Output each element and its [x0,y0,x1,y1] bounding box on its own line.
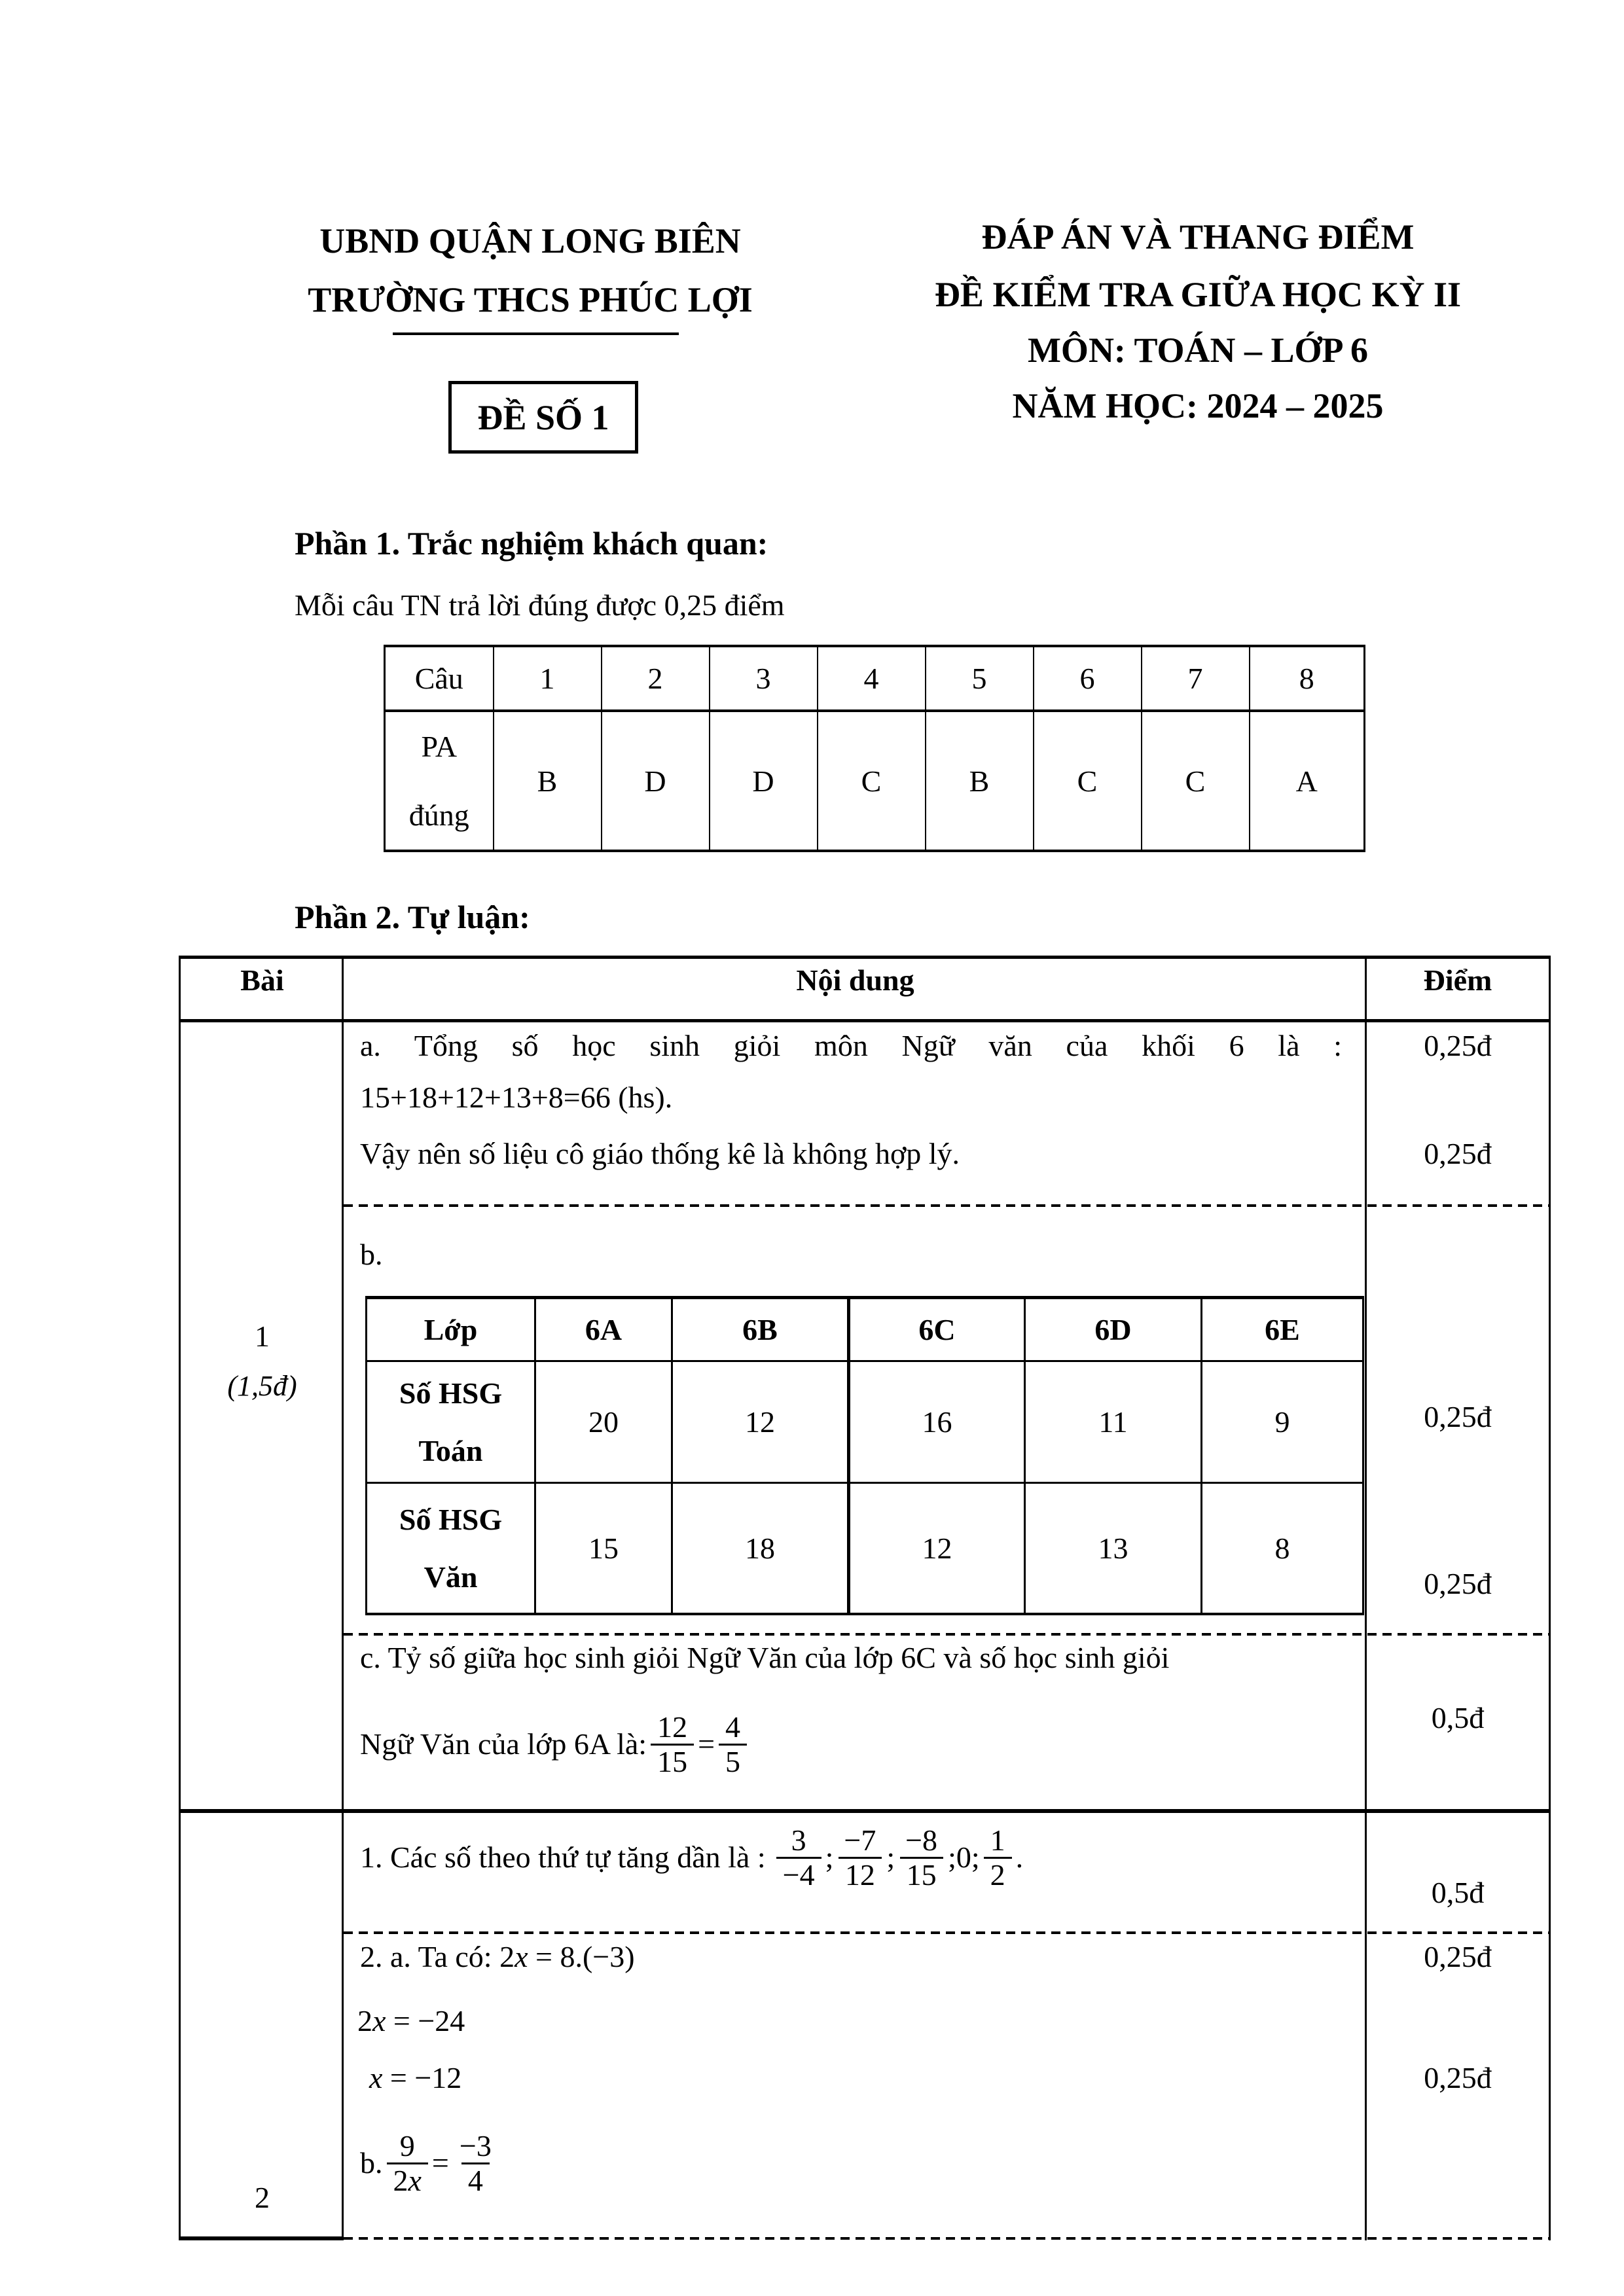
fraction-3-neg4 [776,1824,821,1891]
stats-header-lop: Lớp [367,1298,535,1361]
stats-row-toan-label [367,1361,535,1483]
stats-header-6e: 6E [1202,1298,1363,1361]
question-number: 4 [818,646,926,711]
fraction-numerator: 4 [725,1710,741,1744]
fraction-12-15 [651,1711,694,1778]
fraction-denominator: 4 [461,2162,490,2197]
stats-value: 11 [1025,1361,1202,1483]
equals-sign: = [431,2146,449,2179]
doc-title-line1: ĐÁP ÁN VÀ THANG ĐIỂM [981,217,1415,257]
bai2-q2a-line2-rest: = −24 [386,2004,465,2037]
answer-row [385,711,1365,851]
bai1c-line1: c. Tỷ số giữa học sinh giỏi Ngữ Văn của lớp 6C và số học sinh giỏi [360,1641,1170,1674]
doc-title-line2: ĐỀ KIỂM TRA GIỮA HỌC KỲ II [934,275,1462,314]
bai1-points: (1,5đ) [227,1370,297,1402]
fraction-1-2 [984,1824,1012,1891]
answer-value: A [1250,711,1365,851]
subrow-divider-ab [344,1204,1549,1207]
bai1a-line3: Vậy nên số liệu cô giáo thống kê là không hợp lý. [360,1137,960,1170]
bai2-q2a-line2-pre: 2 [357,2004,372,2037]
fraction-numerator: −7 [844,1823,876,1857]
fraction-neg7-12 [837,1824,882,1891]
header-row-divider [181,1019,1549,1022]
fraction-denominator: 12 [839,1857,882,1892]
stats-value: 18 [672,1483,849,1615]
answer-value: C [1142,711,1250,851]
answer-table [179,956,1551,2240]
question-number: 7 [1142,646,1250,711]
fraction-numerator: 3 [791,1823,806,1857]
stats-header-6b: 6B [672,1298,849,1361]
coefficient: 2 [393,2163,408,2197]
stats-value: 15 [535,1483,672,1615]
fraction-denominator: −4 [776,1857,821,1892]
bai1a-line1-text: a. Tổng số học sinh giỏi môn Ngữ văn của khối 6 là : [360,1029,1342,1062]
stats-row-toan [367,1361,1363,1483]
bai2-q2a-line3-rest: = −12 [382,2061,462,2094]
bai1a-line1 [360,1026,1342,1066]
stats-value: 20 [535,1361,672,1483]
score-bai1a-2: 0,25đ [1424,1137,1492,1170]
bai1b-label: b. [360,1238,383,1271]
stats-value: 9 [1202,1361,1363,1483]
doc-title-line4: NĂM HỌC: 2024 – 2025 [1012,386,1384,425]
bai2-q2a-line2 [357,2001,465,2041]
stats-header-6c: 6C [849,1298,1025,1361]
fraction-numerator: 9 [399,2128,415,2162]
stats-row-van-label-line2: Văn [424,1560,478,1594]
row-divider-bai1-bai2 [181,1809,1549,1813]
stats-header-row [367,1298,1363,1361]
stats-row-van [367,1483,1363,1615]
fraction-neg8-15 [899,1824,944,1891]
question-number: 1 [494,646,602,711]
fraction-9-2x [387,2130,428,2197]
part1-note: Mỗi câu TN trả lời đúng được 0,25 điểm [295,588,785,622]
fraction-denominator: 5 [719,1744,747,1778]
question-number: 5 [926,646,1034,711]
fraction-4-5 [719,1711,747,1778]
score-bai1a-1: 0,25đ [1424,1029,1492,1062]
stats-row-van-label [367,1483,535,1615]
score-bai1c: 0,5đ [1431,1701,1485,1734]
table-bottom-dashed-segment [344,2237,1549,2240]
subrow-divider-q1-q2 [344,1931,1549,1934]
separator: ; [886,1840,895,1874]
separator: ; [825,1840,834,1874]
org-name-line1: UBND QUẬN LONG BIÊN [319,221,741,260]
question-number: 2 [602,646,710,711]
exam-number-label: ĐỀ SỐ 1 [477,397,609,437]
stats-value: 8 [1202,1483,1363,1615]
stats-value: 12 [849,1483,1025,1615]
question-number: 3 [710,646,818,711]
table-bottom-solid-segment [181,2236,344,2240]
fraction-numerator: −8 [905,1823,938,1857]
bai1-number: 1 [255,1319,270,1353]
bai2-q2a-line1 [360,1937,635,1977]
multiple-choice-table [384,645,1365,852]
score-bai1b-2: 0,25đ [1424,1567,1492,1600]
stats-header-6a: 6A [535,1298,672,1361]
answer-value: D [602,711,710,851]
bai1a-line2: 15+18+12+13+8=66 (hs). [360,1081,673,1114]
fraction-numerator: 12 [657,1710,688,1744]
answer-value: B [926,711,1034,851]
column-divider-bai [342,959,344,2240]
exam-number-box [448,381,638,454]
answer-value: D [710,711,818,851]
fraction-numerator: −3 [459,2128,492,2162]
bai1c-line2-prefix: Ngữ Văn của lớp 6A là: [360,1727,647,1761]
math-x: x [372,2004,386,2037]
part2-heading: Phần 2. Tự luận: [295,899,530,935]
col-header-diem: Điểm [1423,963,1492,997]
stats-value: 12 [672,1361,849,1483]
sentence-end: . [1015,1840,1024,1874]
bai2-q2b-line [360,2121,502,2206]
doc-title-line3: MÔN: TOÁN – LỚP 6 [1027,331,1369,370]
stats-value: 13 [1025,1483,1202,1615]
score-bai2-q2a-2: 0,25đ [1424,2061,1492,2094]
col-header-noidung: Nội dung [796,963,914,997]
answer-value: C [1034,711,1142,851]
header-underline [393,332,679,335]
bai2-q2b-label: b. [360,2146,383,2179]
answer-value: B [494,711,602,851]
math-x: x [514,1940,528,1973]
fraction-denominator: 15 [900,1857,943,1892]
stats-header-6d: 6D [1025,1298,1202,1361]
answer-row-label [385,711,494,851]
answer-row-label-line1: PA [421,730,458,763]
bai2-q1-prefix: 1. Các số theo thứ tự tăng dần là : [360,1840,766,1874]
bai2-q2a-prefix: 2. a. Ta có: 2 [360,1940,515,1973]
question-number: 8 [1250,646,1365,711]
question-row-label: Câu [385,646,494,711]
zero-item: ;0; [948,1840,980,1874]
answer-row-label-line2: đúng [408,798,469,832]
fraction-denominator: 15 [651,1744,694,1778]
math-x: x [369,2061,383,2094]
equals-sign: = [698,1727,715,1761]
question-number-row [385,646,1365,711]
score-bai2-q2a-1: 0,25đ [1424,1940,1492,1973]
part1-heading: Phần 1. Trắc nghiệm khách quan: [295,525,768,562]
score-bai2-q1: 0,5đ [1431,1876,1485,1909]
stats-row-toan-label-line1: Số HSG [399,1376,503,1410]
stats-row-van-label-line1: Số HSG [399,1502,503,1536]
statistics-table [365,1296,1364,1615]
fraction-numerator: 1 [990,1823,1005,1857]
stats-value: 16 [849,1361,1025,1483]
fraction-denominator: 2 [984,1857,1012,1892]
score-bai1b-1: 0,25đ [1424,1400,1492,1433]
subrow-divider-bc [344,1633,1549,1636]
fraction-denominator [387,2162,428,2197]
bai2-q1-line [360,1815,1023,1900]
question-number: 6 [1034,646,1142,711]
answer-value: C [818,711,926,851]
org-name-line2: TRƯỜNG THCS PHÚC LỢI [308,280,753,319]
bai1c-line2 [360,1702,751,1787]
bai2-q2a-rest: = 8.(−3) [528,1940,635,1973]
bai2-q2a-line3 [369,2058,461,2098]
fraction-neg3-4 [453,2130,498,2197]
col-header-bai: Bài [240,963,284,997]
stats-row-toan-label-line2: Toán [418,1433,483,1467]
math-x: x [408,2163,422,2197]
bai2-number: 2 [255,2181,270,2214]
